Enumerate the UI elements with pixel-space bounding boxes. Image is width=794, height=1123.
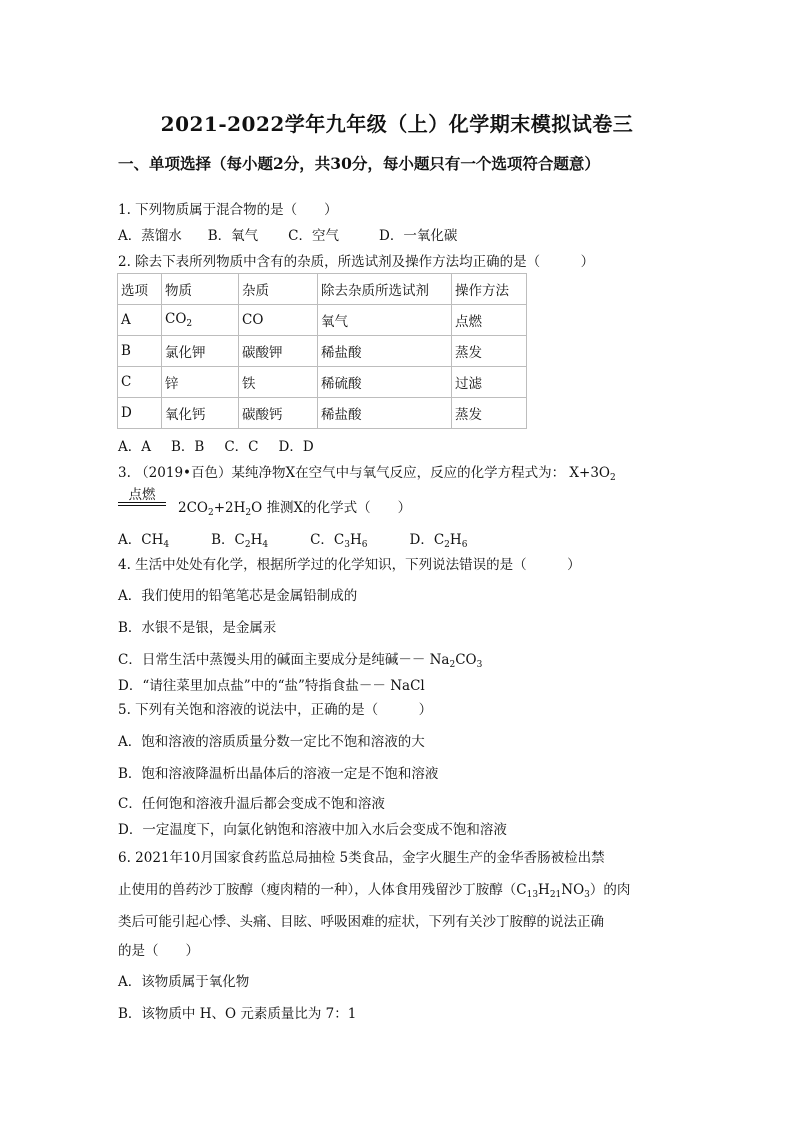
q5-option-a: A．饱和溶液的溶质质量分数一定比不饱和溶液的大 [118,734,425,750]
q1-option-d: D．一氧化碳 [379,228,458,244]
table-cell: 稀盐酸 [318,398,452,429]
q1-option-a: A．蒸馏水 [118,228,182,244]
section-heading: 一、单项选择（每小题2分，共30分，每小题只有一个选项符合题意） [118,154,600,173]
subscript: 21 [549,890,562,900]
equals-sign-bar [118,505,166,506]
table-cell: 锌 [162,367,239,398]
option-label: H [449,532,462,548]
q2-option-c: C．C [224,439,259,455]
q6-line-3: 类后可能引起心悸、头痛、目眩、呼吸困难的症状，下列有关沙丁胺醇的说法正确 [118,914,604,930]
q2-options [118,435,340,455]
subscript: 6 [461,540,468,550]
table-header-row [118,274,527,305]
q6-line-2 [118,878,630,900]
table-cell: C [118,367,162,398]
q4-option-a: A．我们使用的铅笔笔芯是金属铅制成的 [118,588,358,604]
subscript: 3 [476,660,483,670]
formula-text: CO [165,311,187,327]
table-cell: 氧气 [318,305,452,336]
table-cell: 稀盐酸 [318,336,452,367]
q6-option-a: A．该物质属于氧化物 [118,974,250,990]
subscript: 2 [244,540,251,550]
table-cell: 稀硫酸 [318,367,452,398]
table-cell: 蒸发 [452,398,527,429]
table-header-cell: 杂质 [239,274,318,305]
q3-option-c [310,528,367,550]
q3-option-a [118,528,169,550]
q2-option-d: D．D [278,439,314,455]
q2-option-a: A．A [118,439,151,455]
exam-title: 2021-2022学年九年级（上）化学期末模拟试卷三 [160,112,634,136]
option-label: A．CH [118,532,164,548]
q3-option-d [410,528,468,550]
subscript: 2 [449,660,456,670]
q5-option-b: B．饱和溶液降温析出晶体后的溶液一定是不饱和溶液 [118,766,439,782]
table-cell: 氯化钾 [162,336,239,367]
q2-table [117,273,527,429]
q5-stem: 5. 下列有关饱和溶液的说法中，正确的是（ ） [118,702,433,718]
q6-line-4: 的是（ ） [118,943,199,959]
q1-option-b: B．氧气 [207,228,259,244]
q1-stem: 1. 下列物质属于混合物的是（ ） [118,202,338,218]
q4-stem: 4. 生活中处处有化学，根据所学过的化学知识，下列说法错误的是（ ） [118,557,581,573]
table-row [118,305,527,336]
subscript: 4 [262,540,269,550]
q6-text: NO [561,882,585,898]
table-cell: 氧化钙 [162,398,239,429]
subscript: 2 [208,508,214,518]
formula-text: O 推测X的化学式（ ） [251,500,412,516]
table-cell: 碳酸钙 [239,398,318,429]
q2-option-b: B．B [171,439,205,455]
q4-option-d: D．“请往菜里加点盐”中的“盐”特指食盐－－ NaCl [118,678,425,694]
table-cell: CO [239,305,318,336]
q6-option-b: B．该物质中 H、O 元素质量比为 7：1 [118,1006,357,1022]
option-label: B．C [211,532,245,548]
table-header-cell: 物质 [162,274,239,305]
table-cell: 过滤 [452,367,527,398]
option-text: CO [455,652,477,668]
q5-option-d: D．一定温度下，向氯化钠饱和溶液中加入水后会变成不饱和溶液 [118,822,507,838]
q6-text: 止使用的兽药沙丁胺醇（瘦肉精的一种），人体食用残留沙丁胺醇（C [118,882,527,898]
q4-option-b: B．水银不是银，是金属汞 [118,620,277,636]
q6-text: H [538,882,550,898]
reaction-condition: 点燃 [128,487,156,503]
table-cell: 碳酸钾 [239,336,318,367]
option-label: C．C [310,532,345,548]
option-label: D．C [409,532,445,548]
table-header-cell: 操作方法 [452,274,527,305]
table-cell: B [118,336,162,367]
q3-options [118,528,493,550]
q6-text: ）的肉 [589,882,631,898]
table-row [118,367,527,398]
option-text: C．日常生活中蒸馒头用的碱面主要成分是纯碱－－ Na [118,652,450,668]
q3-option-b [211,528,268,550]
table-cell [162,305,239,336]
q6-line-1: 6. 2021年10月国家食药监总局抽检 5类食品，金字火腿生产的金华香肠被检出禁 [118,850,605,866]
subscript: 4 [163,540,170,550]
subscript: 6 [361,540,368,550]
table-header-cell: 选项 [118,274,162,305]
q2-stem: 2. 除去下表所列物质中含有的杂质，所选试剂及操作方法均正确的是（ ） [118,254,595,270]
q3-stem [118,461,616,483]
table-row [118,398,527,429]
q4-option-c [118,648,482,670]
q5-option-c: C．任何饱和溶液升温后都会变成不饱和溶液 [118,796,385,812]
q3-stem-text: 3. （2019•百色）某纯净物X在空气中与氧气反应，反应的化学方程式为： X+3O [118,465,610,481]
option-label: H [250,532,263,548]
subscript: 2 [245,508,252,518]
table-row [118,336,527,367]
q1-options [118,224,483,244]
subscript: 2 [444,540,450,550]
subscript: 2 [186,319,193,329]
formula-text: 2CO [178,500,208,516]
q1-option-c: C．空气 [288,228,340,244]
option-label: H [350,532,362,548]
subscript: 3 [344,540,350,550]
table-cell: 蒸发 [452,336,527,367]
table-cell: 铁 [239,367,318,398]
subscript: 3 [584,890,590,900]
table-cell: 点燃 [452,305,527,336]
subscript: 2 [609,473,616,483]
table-header-cell: 除去杂质所选试剂 [318,274,452,305]
table-cell: A [118,305,162,336]
table-cell: D [118,398,162,429]
subscript: 13 [526,890,539,900]
equals-sign-bar [118,502,166,503]
q3-products [178,496,411,518]
formula-text: +2H [213,500,246,516]
